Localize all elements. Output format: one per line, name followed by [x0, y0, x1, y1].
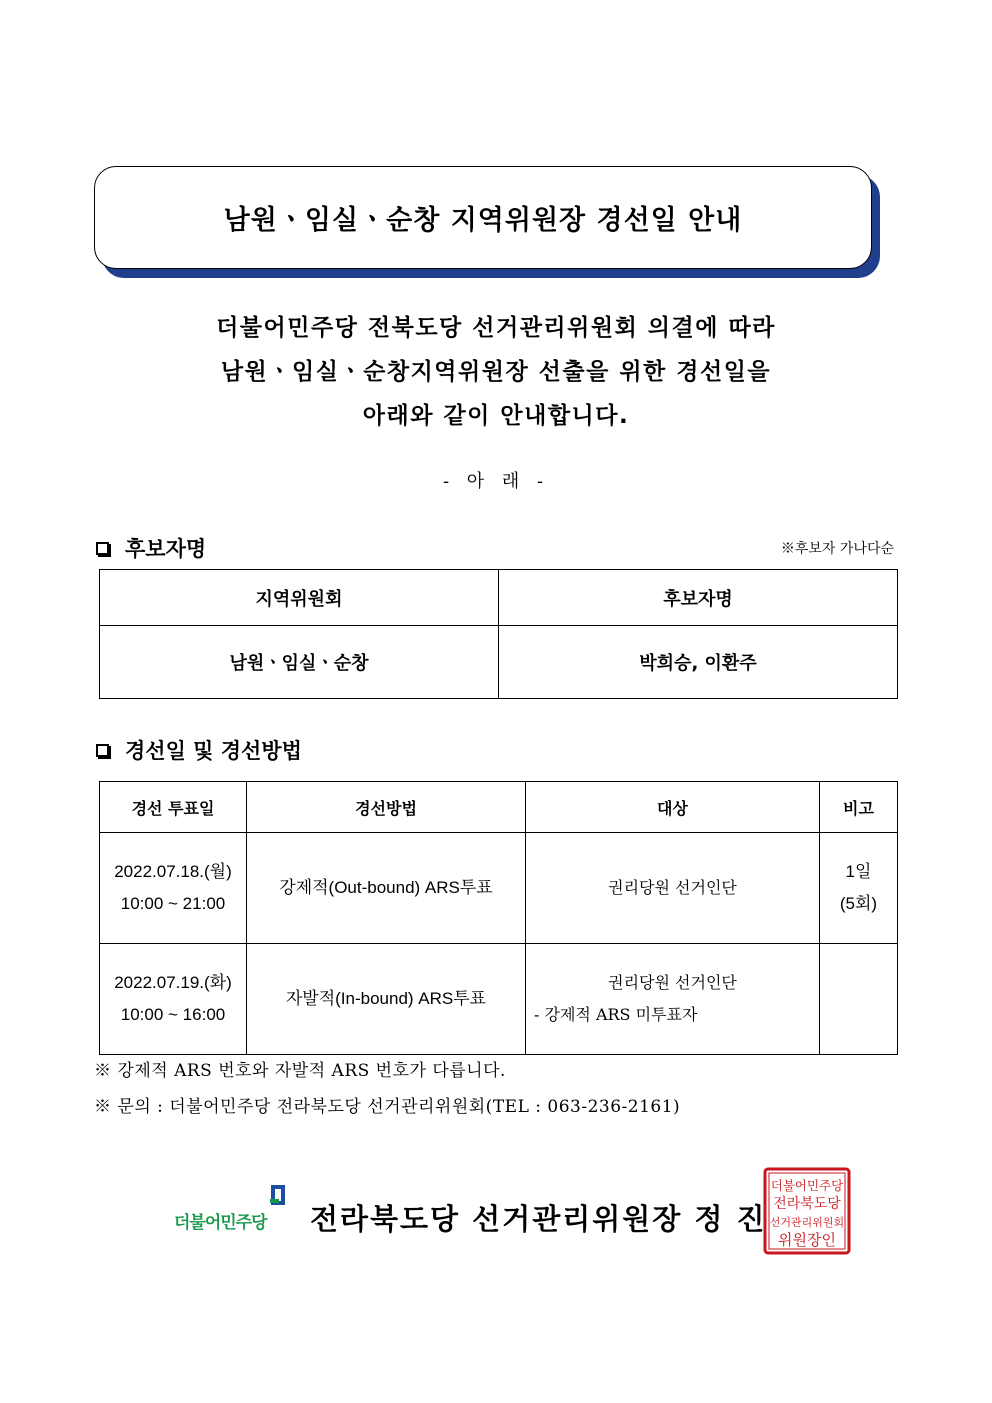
cell-method [247, 944, 526, 1055]
cell-candidates: 박희승, 이환주 [499, 626, 898, 699]
target-line-1: 권리당원 선거인단 [608, 878, 737, 897]
section-schedule-heading [96, 735, 302, 765]
candidates-table [99, 569, 898, 699]
signature-line: 전라북도당 선거관리위원장 정 진 [310, 1202, 767, 1236]
schedule-table [99, 781, 898, 1055]
target-line-1: 권리당원 선거인단 [608, 973, 737, 992]
header-candidates: 후보자명 [499, 570, 898, 626]
vote-time: 10:00 ~ 21:00 [120, 894, 226, 913]
table-row [100, 626, 898, 699]
intro-line-1: 더불어민주당 전북도당 선거관리위원회 의결에 따라 [216, 315, 776, 341]
table-row [100, 944, 898, 1055]
page-title: 남원ㆍ임실ㆍ순창 지역위원장 경선일 안내 [223, 205, 743, 236]
below-marker: - 아 래 - [442, 471, 550, 492]
cell-target [526, 833, 820, 944]
vote-time: 10:00 ~ 16:00 [120, 1005, 226, 1024]
official-seal-stamp-icon [762, 1166, 852, 1256]
section-candidates-heading [96, 533, 206, 563]
cell-note [820, 833, 898, 944]
cell-region: 남원ㆍ임실ㆍ순창 [100, 626, 499, 699]
svg-text:위원장인: 위원장인 [778, 1231, 836, 1249]
note-line-1: 1일 [845, 862, 872, 881]
cell-method [247, 833, 526, 944]
svg-text:선거관리위원회: 선거관리위원회 [769, 1216, 845, 1229]
section-schedule-label: 경선일 및 경선방법 [125, 739, 302, 763]
note-ars-numbers: ※ 강제적 ARS 번호와 자발적 ARS 번호가 다릅니다. [94, 1061, 506, 1081]
vote-date: 2022.07.19.(화) [114, 973, 232, 992]
cell-target [526, 944, 820, 1055]
checkbox-square-icon [96, 744, 109, 757]
svg-text:전라북도당: 전라북도당 [773, 1196, 841, 1212]
cell-date [100, 833, 247, 944]
header-target: 대상 [526, 782, 820, 833]
party-logo-text: 더불어민주당 [174, 1213, 267, 1233]
party-logo-mark-icon [270, 1184, 286, 1206]
intro-line-2: 남원ㆍ임실ㆍ순창지역위원장 선출을 위한 경선일을 [220, 359, 772, 385]
table-row [100, 833, 898, 944]
header-method: 경선방법 [247, 782, 526, 833]
header-region: 지역위원회 [100, 570, 499, 626]
svg-text:더불어민주당: 더불어민주당 [770, 1178, 844, 1193]
section-candidates-label: 후보자명 [125, 537, 207, 561]
vote-method: 강제적(Out-bound) ARS투표 [279, 878, 493, 897]
table-header-row [100, 570, 898, 626]
header-date: 경선 투표일 [100, 782, 247, 833]
note-line-2: (5회) [839, 894, 878, 913]
sort-note: ※후보자 가나다순 [780, 541, 894, 557]
title-box [94, 166, 872, 269]
header-note: 비고 [820, 782, 898, 833]
vote-method: 자발적(In-bound) ARS투표 [285, 989, 487, 1008]
table-header-row [100, 782, 898, 833]
cell-note [820, 944, 898, 1055]
cell-date [100, 944, 247, 1055]
intro-paragraph [0, 306, 992, 438]
note-contact: ※ 문의 : 더불어민주당 전라북도당 선거관리위원회(TEL : 063-236-2161) [94, 1097, 681, 1117]
intro-line-3: 아래와 같이 안내합니다. [362, 403, 630, 429]
target-line-2: - 강제적 ARS 미투표자 [534, 1005, 698, 1024]
checkbox-square-icon [96, 542, 109, 555]
vote-date: 2022.07.18.(월) [114, 862, 232, 881]
